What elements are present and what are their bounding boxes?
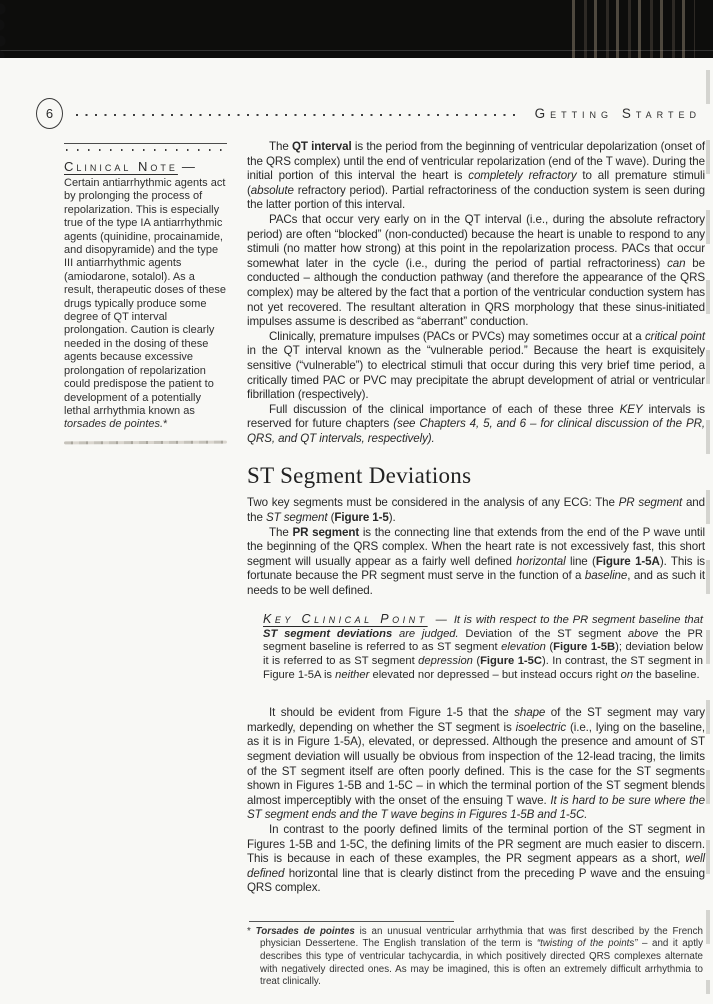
- scan-band-edge-bumps: [0, 2, 9, 58]
- sidebar-dotted-rule: [66, 149, 223, 151]
- paragraph-st-shape: It should be evident from Figure 1-5 that the shape of the ST segment may vary markedly, depending on whether the ST segment is isoelectric (i.e., lying on the baseline, as it is in Figure 1-5A), elevated, or depressed. Although the presence and amount of ST segment deviation will usually be obvious from inspection of the 12-lead tracing, the limits of the ST segment itself are often poorly defined. This is the case for the ST segments shown in Figures 1-5B and 1-5C – in which the terminal portion of the ST segment blends almost imperceptibly with the onset of the ensuing T wave. It is hard to be sure where the ST segment ends and the T wave begins in Figures 1-5B and 1-5C.: [247, 706, 706, 822]
- scan-top-band: [0, 0, 713, 58]
- running-head-title: Getting Started: [534, 106, 701, 121]
- clinical-note-heading-label: Clinical Note: [64, 159, 178, 174]
- header-dotted-leader: [76, 114, 521, 116]
- clinical-note-text: Certain antiarrhythmic agents act by prolonging the process of repolarization. This is especially true of the type IA antiarrhythmic agents (quinidine, procainamide, and disopyramide) and the type III antiarrhythmic agents (amiodarone, sotalol). As a result, therapeutic doses of these drugs typically produce some degree of QT interval prolongation. Caution is clearly needed in the dosing of these agents because excessive prolongation of repolarization could predispose the patient to development of a potentially lethal arrhythmia known as torsades de pointes.*: [64, 177, 227, 431]
- running-head: [36, 98, 701, 129]
- clinical-note-heading-dash: —: [181, 159, 198, 174]
- page-content: [36, 140, 705, 989]
- key-clinical-point-heading: Key Clinical Point: [263, 611, 428, 626]
- section-heading: ST Segment Deviations: [247, 463, 472, 489]
- paragraph-two-key-segments: Two key segments must be considered in the analysis of any ECG: The PR segment and the ST segment (Figure 1-5).: [247, 496, 705, 525]
- key-clinical-point-dash: —: [435, 613, 447, 626]
- footnote-text: * Torsades de pointes is an unusual ventricular arrhythmia that was first described by the French physician Dessertene. The English translation of the term is “twisting of the points” – and it aptly describes this type of ventricular tachycardia, in which positively directed QRS complexes alternate with negatively directed ones. As may be imagined, this is often an extremely difficult arrhythmia to treat clinically.: [247, 925, 703, 988]
- paragraph-pacs-blocked: PACs that occur very early on in the QT interval (i.e., during the absolute refractory period) are often “blocked” (non-conducted) because the heart is unable to respond to any stimuli (no matter how strong) at this point in the repolarization process. PACs that occur somewhat later in the cycle (i.e., during the period of partial refractoriness) can be conducted – although the conduction pathway (and therefore the appearance of the QRS complex) may be altered by the fact that a portion of the ventricular conduction system has not yet recovered. The resultant alteration in QRS morphology that these sinus-initiated impulses assume is described as “aberrant” conduction.: [247, 212, 706, 329]
- clinical-note-heading: [64, 159, 227, 174]
- sidebar-top-rule: [64, 143, 227, 144]
- footnote-rule: [249, 921, 454, 922]
- paragraph-vulnerable-period: Clinically, premature impulses (PACs or PVCs) may sometimes occur at a critical point in the QT interval known as the “vulnerable period.” Because the heart is exquisitely sensitive (“vulnerable”) to electrical stimuli that occur during this very brief time period, a critically timed PAC or PVC may precipitate the abrupt development of atrial or ventricular fibrillation (respectively).: [247, 329, 705, 402]
- key-clinical-point-block: [263, 613, 703, 684]
- paragraph-full-discussion: Full discussion of the clinical importance of each of these three KEY intervals is reserved for future chapters (see Chapters 4, 5, and 6 – for clinical discussion of the PR, QRS, and QT intervals, respectively).: [247, 402, 705, 445]
- paragraph-in-contrast: In contrast to the poorly defined limits of the terminal portion of the ST segment in Figures 1-5B and 1-5C, the defining limits of the PR segment are much easier to discern. This is because in each of these examples, the PR segment appears as a short, well defined horizontal line that is clearly distinct from the preceding P wave and the ensuing QRS complex.: [247, 822, 705, 895]
- main-text-column: [247, 140, 705, 989]
- key-clinical-point-text: It is with respect to the PR segment baseline that ST segment deviations are judged. Deviation of the ST segment above the PR segment baseline is referred to as ST segment elevation (Figure 1-5B); deviation below it is referred to as ST segment depression (Figure 1-5C). In contrast, the ST segment in Figure 1-5A is neither elevated nor depressed – but instead occurs right on the baseline.: [263, 613, 703, 682]
- page-number-badge: [36, 98, 63, 129]
- page-number: 6: [45, 106, 54, 121]
- scan-right-edge-artifact: [706, 70, 710, 994]
- paragraph-qt-interval: The QT interval is the period from the beginning of ventricular depolarization (onset of the QRS complex) until the end of ventricular repolarization (end of the T wave). During the initial portion of this interval the heart is completely refractory to all premature stimuli (absolute refractory period). Partial refractoriness of the conduction system is seen during the latter portion of this interval.: [247, 140, 705, 212]
- paragraph-pr-segment: The PR segment is the connecting line that extends from the end of the P wave until the beginning of the QRS complex. When the heart rate is not excessively fast, this short segment will usually appear as a fairly well defined horizontal line (Figure 1-5A). This is fortunate because the PR segment must serve in the function of a baseline, and as such it needs to be well defined.: [247, 525, 705, 598]
- scan-smudge-line: [64, 440, 227, 444]
- margin-note-column: [64, 140, 227, 444]
- scan-band-texture: [565, 0, 695, 58]
